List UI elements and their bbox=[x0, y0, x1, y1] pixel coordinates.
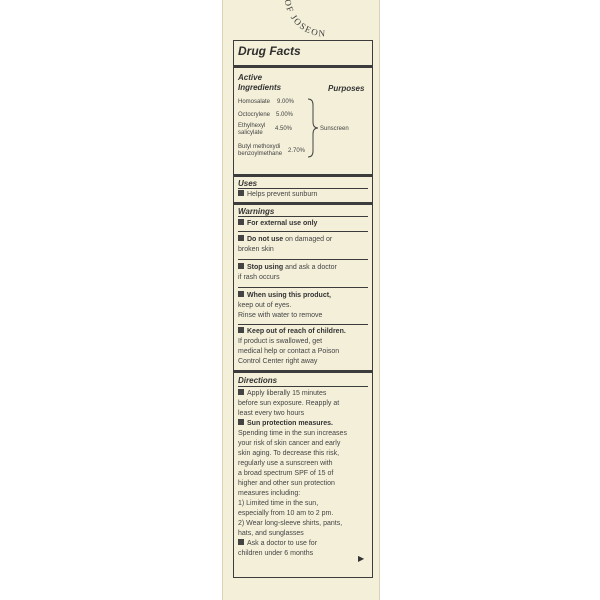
continue-arrow-icon: ▶ bbox=[358, 554, 365, 563]
ingredient-percent: 9.00% bbox=[277, 99, 295, 105]
warning-stop-using-cont: if rash occurs bbox=[238, 274, 280, 281]
bullet-icon bbox=[238, 291, 244, 297]
directions-line: a broad spectrum SPF of 15 of bbox=[238, 470, 334, 477]
brand-logo bbox=[223, 0, 381, 42]
ingredient-name: Octocrylene bbox=[238, 112, 271, 118]
uses-item: Helps prevent sunburn bbox=[238, 190, 317, 200]
bullet-icon bbox=[238, 389, 244, 395]
warning-keep-out-cont: If product is swallowed, get bbox=[238, 338, 323, 345]
divider bbox=[238, 287, 368, 288]
divider bbox=[234, 65, 372, 68]
divider bbox=[238, 259, 368, 260]
uses-header: Uses bbox=[238, 179, 258, 188]
ingredient-name: Homosalate bbox=[238, 99, 271, 105]
warning-do-not-use: Do not use on damaged or bbox=[238, 235, 332, 245]
divider bbox=[234, 202, 372, 205]
warnings-header: Warnings bbox=[238, 207, 275, 216]
bullet-icon bbox=[238, 235, 244, 241]
directions-line: hats, and sunglasses bbox=[238, 530, 304, 537]
directions-line: Apply liberally 15 minutes bbox=[238, 389, 326, 399]
ingredient-percent: 5.00% bbox=[276, 112, 294, 118]
divider bbox=[238, 216, 368, 217]
warning-keep-out: Keep out of reach of children. bbox=[238, 327, 346, 337]
directions-line: especially from 10 am to 2 pm. bbox=[238, 510, 334, 517]
bullet-icon bbox=[238, 263, 244, 269]
directions-line: Spending time in the sun increases bbox=[238, 430, 347, 437]
divider bbox=[238, 188, 368, 189]
directions-line: measures including: bbox=[238, 490, 301, 497]
directions-line: 1) Limited time in the sun, bbox=[238, 500, 319, 507]
directions-line: skin aging. To decrease this risk, bbox=[238, 450, 340, 457]
ingredient-name: Butyl methoxydi bbox=[238, 144, 281, 150]
purpose-text: Sunscreen bbox=[320, 126, 349, 132]
brand-text: OF JOSEON bbox=[282, 0, 327, 39]
warning-when-using-cont: Rinse with water to remove bbox=[238, 312, 323, 319]
divider bbox=[238, 386, 368, 387]
warning-keep-out-cont: Control Center right away bbox=[238, 358, 318, 365]
directions-line: Sun protection measures. bbox=[238, 419, 333, 429]
active-header: Active bbox=[238, 73, 263, 82]
ingredient-name: salicylate bbox=[238, 130, 263, 136]
warning-keep-out-cont: medical help or contact a Poison bbox=[238, 348, 340, 355]
divider bbox=[238, 324, 368, 325]
bullet-icon bbox=[238, 219, 244, 225]
ingredient-name: Ethylhexyl bbox=[238, 123, 266, 129]
directions-line: regularly use a sunscreen with bbox=[238, 460, 333, 467]
divider bbox=[234, 370, 372, 373]
warning-when-using: When using this product, bbox=[238, 291, 331, 301]
directions-line: Ask a doctor to use for bbox=[238, 539, 317, 549]
directions-line: least every two hours bbox=[238, 410, 305, 417]
bullet-icon bbox=[238, 327, 244, 333]
directions-line: 2) Wear long-sleeve shirts, pants, bbox=[238, 520, 343, 527]
bullet-icon bbox=[238, 419, 244, 425]
warning-when-using-cont: keep out of eyes. bbox=[238, 302, 292, 309]
ingredients-header: Ingredients bbox=[238, 83, 282, 92]
ingredient-percent: 4.50% bbox=[275, 126, 293, 132]
directions-line: your risk of skin cancer and early bbox=[238, 440, 341, 447]
drug-facts-title: Drug Facts bbox=[238, 44, 301, 58]
warning-do-not-use-cont: broken skin bbox=[238, 246, 274, 253]
ingredient-percent: 2.70% bbox=[288, 148, 306, 154]
warning-stop-using: Stop using and ask a doctor bbox=[238, 263, 337, 273]
directions-header: Directions bbox=[238, 376, 278, 385]
ingredient-name: benzoylmethane bbox=[238, 151, 283, 157]
warning-external: For external use only bbox=[238, 219, 317, 229]
drug-facts-panel bbox=[233, 40, 373, 578]
directions-line: children under 6 months bbox=[238, 550, 314, 557]
bullet-icon bbox=[238, 190, 244, 196]
svg-text:OF JOSEON bbox=[283, 0, 327, 39]
directions-line: before sun exposure. Reapply at bbox=[238, 400, 340, 407]
divider bbox=[238, 231, 368, 232]
directions-line: higher and other sun protection bbox=[238, 480, 335, 487]
divider bbox=[234, 174, 372, 177]
bullet-icon bbox=[238, 539, 244, 545]
product-box-panel bbox=[222, 0, 380, 600]
purposes-header: Purposes bbox=[328, 84, 365, 93]
